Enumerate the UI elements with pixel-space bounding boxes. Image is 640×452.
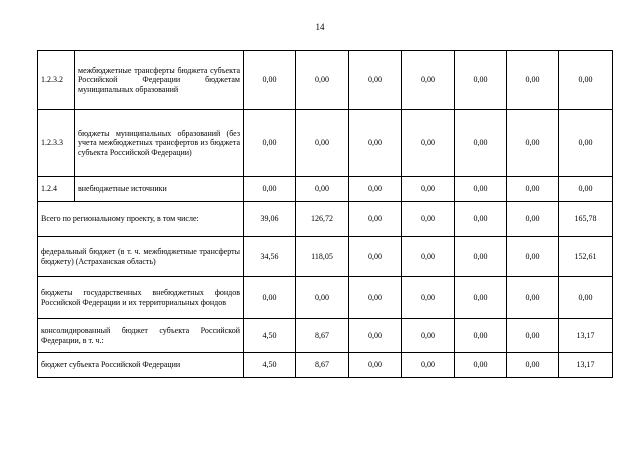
value-cell: 152,61 [559, 237, 613, 277]
value-cell: 0,00 [349, 319, 402, 353]
value-cell: 8,67 [296, 319, 349, 353]
row-label: бюджеты муниципальных образований (без учета межбюджетных трансфертов из бюджета субъекта Российской Федерации) [75, 110, 244, 177]
value-cell: 0,00 [349, 110, 402, 177]
value-cell: 0,00 [507, 319, 559, 353]
table-row [38, 202, 613, 237]
row-code: 1.2.4 [38, 177, 75, 202]
value-cell: 0,00 [455, 202, 507, 237]
value-cell: 0,00 [244, 110, 296, 177]
value-cell: 0,00 [402, 237, 455, 277]
value-cell: 0,00 [349, 202, 402, 237]
value-cell: 4,50 [244, 319, 296, 353]
value-cell: 0,00 [296, 177, 349, 202]
value-cell: 0,00 [402, 319, 455, 353]
table-row [38, 319, 613, 353]
value-cell: 0,00 [507, 237, 559, 277]
value-cell: 0,00 [349, 51, 402, 110]
value-cell: 0,00 [402, 51, 455, 110]
value-cell: 0,00 [455, 353, 507, 378]
table-row [38, 177, 613, 202]
row-label: бюджет субъекта Российской Федерации [38, 353, 244, 378]
value-cell: 0,00 [455, 51, 507, 110]
row-label: консолидированный бюджет субъекта Российской Федерации, в т. ч.: [38, 319, 244, 353]
table-row [38, 237, 613, 277]
row-code: 1.2.3.3 [38, 110, 75, 177]
value-cell: 0,00 [455, 319, 507, 353]
value-cell: 0,00 [244, 277, 296, 319]
value-cell: 165,78 [559, 202, 613, 237]
value-cell: 0,00 [507, 202, 559, 237]
value-cell: 0,00 [507, 110, 559, 177]
value-cell: 0,00 [507, 277, 559, 319]
value-cell: 126,72 [296, 202, 349, 237]
value-cell: 0,00 [296, 277, 349, 319]
value-cell: 0,00 [349, 353, 402, 378]
table-row [38, 277, 613, 319]
value-cell: 0,00 [244, 177, 296, 202]
value-cell: 0,00 [402, 110, 455, 177]
value-cell: 0,00 [402, 277, 455, 319]
row-label: бюджеты государственных внебюджетных фондов Российской Федерации и их территориальных фондов [38, 277, 244, 319]
table-row [38, 353, 613, 378]
value-cell: 13,17 [559, 319, 613, 353]
value-cell: 0,00 [559, 51, 613, 110]
value-cell: 4,50 [244, 353, 296, 378]
page-number: 14 [315, 22, 325, 32]
table-row [38, 51, 613, 110]
row-label: федеральный бюджет (в т. ч. межбюджетные трансферты бюджету) (Астраханская область) [38, 237, 244, 277]
value-cell: 0,00 [244, 51, 296, 110]
table-row [38, 110, 613, 177]
value-cell: 0,00 [402, 177, 455, 202]
value-cell: 13,17 [559, 353, 613, 378]
value-cell: 0,00 [349, 237, 402, 277]
value-cell: 0,00 [559, 177, 613, 202]
value-cell: 0,00 [296, 51, 349, 110]
value-cell: 34,56 [244, 237, 296, 277]
value-cell: 39,06 [244, 202, 296, 237]
value-cell: 0,00 [507, 51, 559, 110]
value-cell: 0,00 [559, 110, 613, 177]
value-cell: 0,00 [455, 110, 507, 177]
row-label: межбюджетные трансферты бюджета субъекта Российской Федерации бюджетам муниципальных образований [75, 51, 244, 110]
value-cell: 0,00 [455, 177, 507, 202]
row-code: 1.2.3.2 [38, 51, 75, 110]
value-cell: 0,00 [559, 277, 613, 319]
row-label: Всего по региональному проекту, в том числе: [38, 202, 244, 237]
value-cell: 0,00 [402, 202, 455, 237]
value-cell: 8,67 [296, 353, 349, 378]
value-cell: 0,00 [349, 177, 402, 202]
value-cell: 0,00 [507, 353, 559, 378]
value-cell: 0,00 [402, 353, 455, 378]
value-cell: 0,00 [296, 110, 349, 177]
value-cell: 0,00 [349, 277, 402, 319]
value-cell: 0,00 [455, 237, 507, 277]
budget-table [37, 50, 613, 378]
value-cell: 0,00 [455, 277, 507, 319]
value-cell: 118,05 [296, 237, 349, 277]
row-label: внебюджетные источники [75, 177, 244, 202]
value-cell: 0,00 [507, 177, 559, 202]
